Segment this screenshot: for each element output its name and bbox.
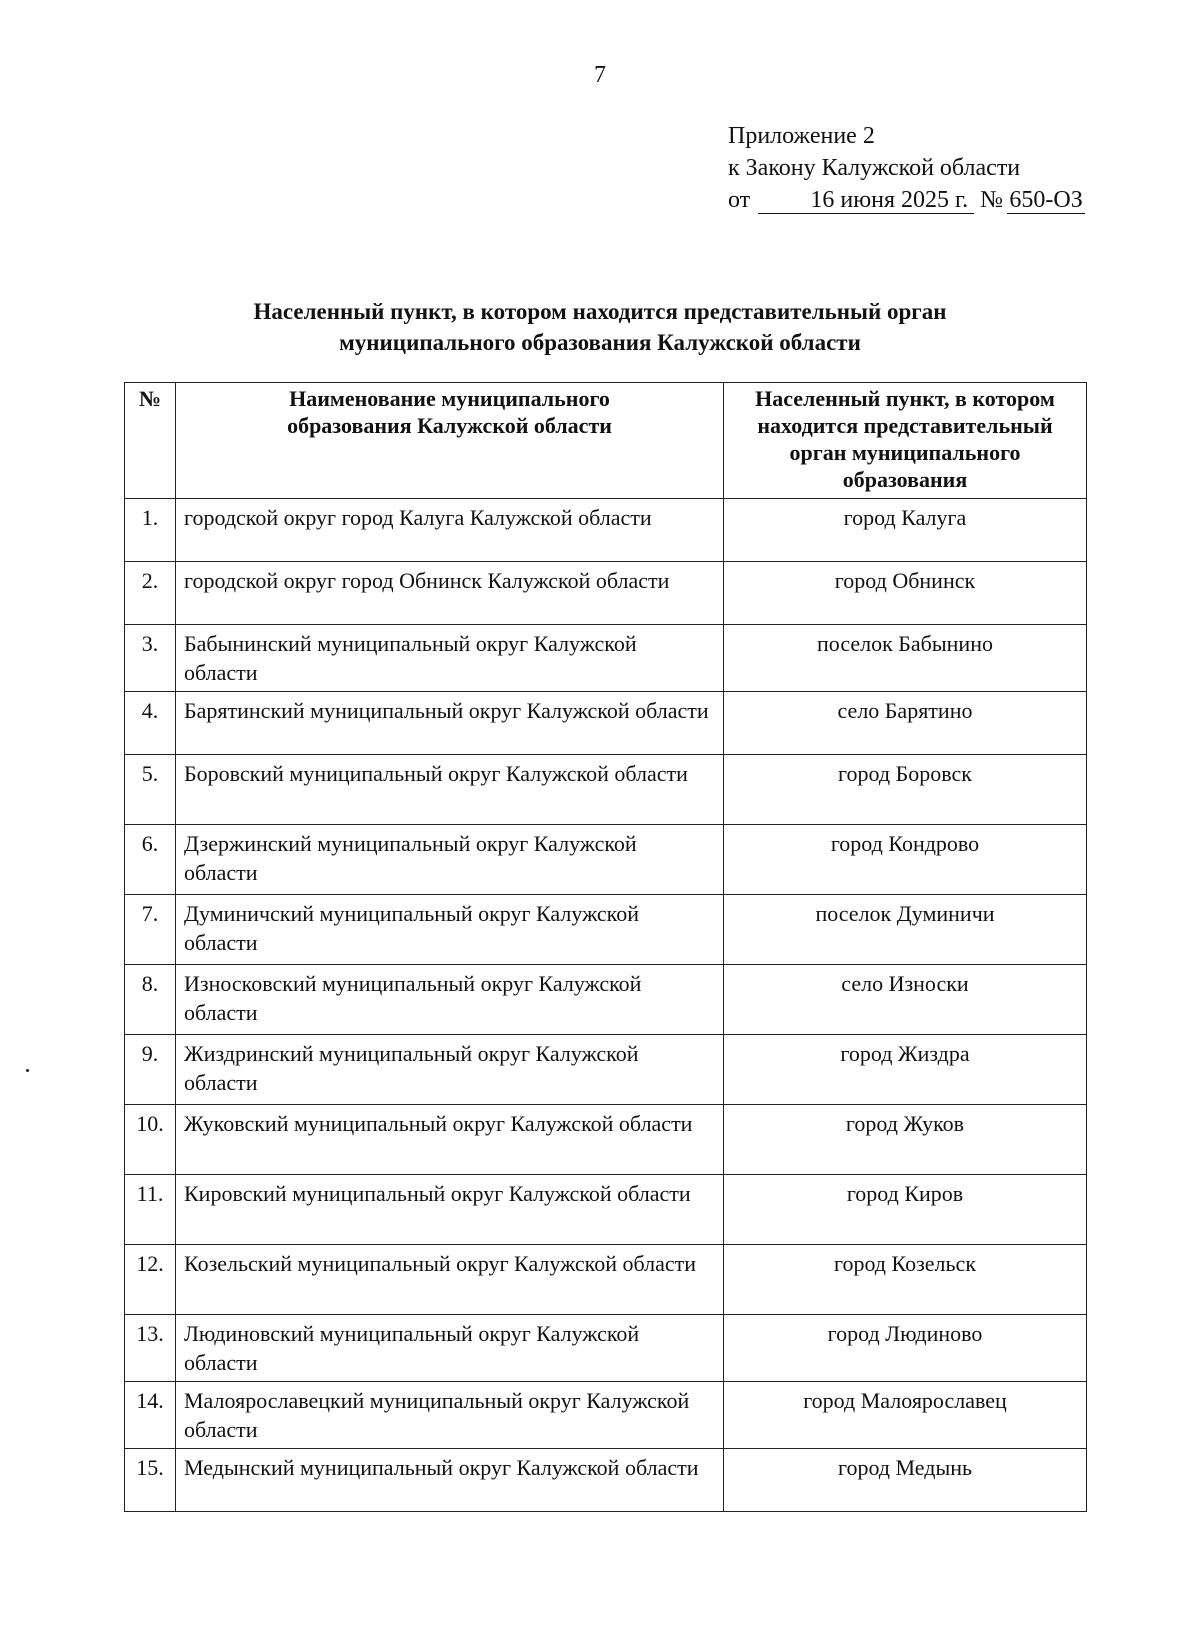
table-row bbox=[125, 1245, 1087, 1315]
municipality-name: Барятинский муниципальный округ Калужской области bbox=[176, 692, 724, 755]
settlement-name: поселок Думиничи bbox=[724, 895, 1087, 965]
table-row bbox=[125, 692, 1087, 755]
scan-dot bbox=[26, 1069, 29, 1072]
table-row bbox=[125, 625, 1087, 692]
settlement-name: город Калуга bbox=[724, 499, 1087, 562]
table-row bbox=[125, 825, 1087, 895]
row-number: 5. bbox=[125, 755, 176, 825]
table-row bbox=[125, 1315, 1087, 1382]
municipality-name: Дзержинский муниципальный округ Калужской области bbox=[176, 825, 724, 895]
row-number: 12. bbox=[125, 1245, 176, 1315]
row-number: 13. bbox=[125, 1315, 176, 1382]
row-number: 10. bbox=[125, 1105, 176, 1175]
table-row bbox=[125, 562, 1087, 625]
municipality-name: Жуковский муниципальный округ Калужской области bbox=[176, 1105, 724, 1175]
municipality-name: Людиновский муниципальный округ Калужской области bbox=[176, 1315, 724, 1382]
settlement-name: город Людиново bbox=[724, 1315, 1087, 1382]
row-number: 3. bbox=[125, 625, 176, 692]
table-row bbox=[125, 1035, 1087, 1105]
header-settlement: Населенный пункт, в котором находится представительный орган муниципального образования bbox=[724, 383, 1087, 499]
appendix-title: Приложение 2 bbox=[728, 123, 875, 149]
row-number: 4. bbox=[125, 692, 176, 755]
settlement-name: город Боровск bbox=[724, 755, 1087, 825]
settlement-name: город Жуков bbox=[724, 1105, 1087, 1175]
municipality-name: Кировский муниципальный округ Калужской области bbox=[176, 1175, 724, 1245]
document-title-line-2: муниципального образования Калужской области bbox=[339, 330, 861, 355]
municipality-name: Козельский муниципальный округ Калужской области bbox=[176, 1245, 724, 1315]
row-number: 15. bbox=[125, 1449, 176, 1512]
municipality-name: городской округ город Калуга Калужской области bbox=[176, 499, 724, 562]
appendix-number-label: № bbox=[980, 187, 1004, 213]
settlement-name: город Медынь bbox=[724, 1449, 1087, 1512]
settlement-name: город Киров bbox=[724, 1175, 1087, 1245]
row-number: 11. bbox=[125, 1175, 176, 1245]
appendix-block bbox=[728, 120, 1085, 216]
row-number: 8. bbox=[125, 965, 176, 1035]
municipality-name: Малоярославецкий муниципальный округ Калужской области bbox=[176, 1382, 724, 1449]
table-row bbox=[125, 1105, 1087, 1175]
row-number: 9. bbox=[125, 1035, 176, 1105]
table-row bbox=[125, 755, 1087, 825]
appendix-from-label: от bbox=[728, 187, 751, 213]
row-number: 1. bbox=[125, 499, 176, 562]
document-title bbox=[100, 296, 1100, 358]
page-number: 7 bbox=[594, 62, 606, 88]
row-number: 14. bbox=[125, 1382, 176, 1449]
settlement-name: село Износки bbox=[724, 965, 1087, 1035]
appendix-date: 16 июня 2025 г. bbox=[758, 187, 974, 214]
table-row bbox=[125, 499, 1087, 562]
row-number: 7. bbox=[125, 895, 176, 965]
table-body bbox=[125, 499, 1087, 1512]
settlement-name: поселок Бабынино bbox=[724, 625, 1087, 692]
municipality-name: Медынский муниципальный округ Калужской области bbox=[176, 1449, 724, 1512]
settlement-name: город Малоярославец bbox=[724, 1382, 1087, 1449]
row-number: 2. bbox=[125, 562, 176, 625]
document-title-line-1: Населенный пункт, в котором находится представительный орган bbox=[253, 299, 947, 324]
municipality-name: городской округ город Обнинск Калужской области bbox=[176, 562, 724, 625]
appendix-law-reference: к Закону Калужской области bbox=[728, 155, 1021, 181]
settlement-name: город Обнинск bbox=[724, 562, 1087, 625]
header-municipality-name: Наименование муниципального образования Калужской области bbox=[176, 383, 724, 499]
table-row bbox=[125, 895, 1087, 965]
settlement-name: город Кондрово bbox=[724, 825, 1087, 895]
table-header-row bbox=[125, 383, 1087, 499]
settlement-name: город Жиздра bbox=[724, 1035, 1087, 1105]
municipality-name: Боровский муниципальный округ Калужской области bbox=[176, 755, 724, 825]
row-number: 6. bbox=[125, 825, 176, 895]
municipality-name: Думиничский муниципальный округ Калужской области bbox=[176, 895, 724, 965]
header-number: № bbox=[125, 383, 176, 499]
appendix-date-line bbox=[728, 184, 1085, 216]
municipality-name: Бабынинский муниципальный округ Калужской области bbox=[176, 625, 724, 692]
table-row bbox=[125, 1175, 1087, 1245]
table-row bbox=[125, 1449, 1087, 1512]
municipality-name: Износковский муниципальный округ Калужской области bbox=[176, 965, 724, 1035]
settlement-name: город Козельск bbox=[724, 1245, 1087, 1315]
municipality-table bbox=[124, 382, 1087, 1512]
table-row bbox=[125, 1382, 1087, 1449]
settlement-name: село Барятино bbox=[724, 692, 1087, 755]
table-row bbox=[125, 965, 1087, 1035]
municipality-name: Жиздринский муниципальный округ Калужской области bbox=[176, 1035, 724, 1105]
appendix-number: 650-ОЗ bbox=[1007, 187, 1085, 214]
